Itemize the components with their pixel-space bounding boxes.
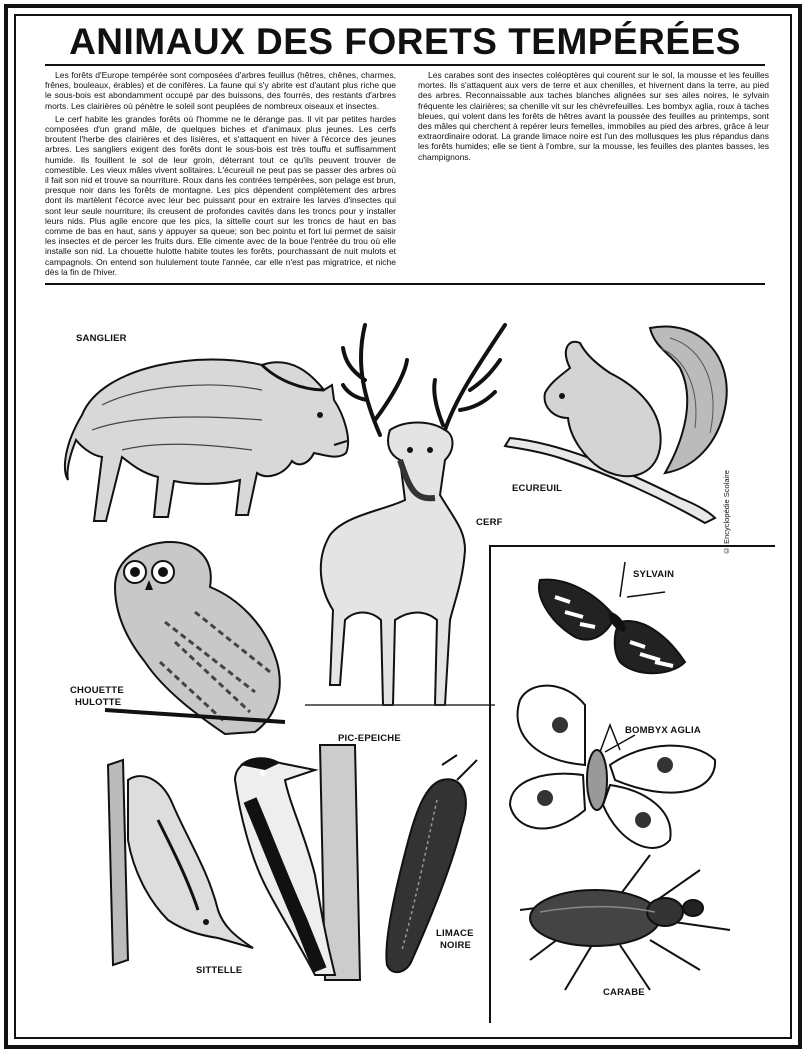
label-carabe: CARABE <box>603 987 645 998</box>
woodpecker-illustration <box>225 745 370 980</box>
label-chouette-2: HULOTTE <box>75 697 122 708</box>
paragraph-mammals-birds: Le cerf habite les grandes forêts où l'homme ne le dérange pas. Il vit par petites hardes composées d'un grand mâle, de quelques biches et d'animaux plus jeunes. Les cerfs broutent l'herbe des clairières et des lisières, et s'attaquent en hiver à l'écorce des jeunes arbres. Les sangliers exigent des forêts dont le sous-bois est très touffu et suffisamment humide. Ils fouillent le sol de leur groin, déterrant tout ce qu'ils peuvent trouver de comestible. Les vieux mâles vivent solitaires. L'écureuil ne peut pas se passer des arbres où il fait son nid et trouve sa nourriture. Roux dans les contrées tempérées, son pelage est brun, presque noir dans les forêts de montagne. Les pics dépendent complètement des arbres dont ils martèlent l'écorce avec leur bec puissant pour en extraire les larves d'insectes qui sont leur seule nourriture; ils creusent de profondes cavités dans les troncs pour y installer leurs nids. Plus agile encore que les pics, la sittelle court sur les troncs de haut en bas comme de bas en haut, sans y appuyer sa queue; son bec pointu et fort lui permet de saisir les insectes et de percer les fruits durs. Elle cimente avec de la boue l'entrée du trou où elle installe son nid. La chouette hulotte habite toutes les forêts, pourchassant de nuit mulots et campagnols. On entend son hululement toute l'année, car elle n'est pas migratrice, et niche dès la fin de l'hiver. <box>45 113 396 277</box>
label-bombyx: BOMBYX AGLIA <box>625 725 701 736</box>
title-rule <box>45 64 765 66</box>
paragraph-intro: Les forêts d'Europe tempérée sont composées d'arbres feuillus (hêtres, chênes, charmes, frênes, bouleaux, érables) et de conifères. La faune qui s'y abrite est d'autant plus riche que le sous-bois est abondamment occupé par des buissons, des fourrés, des restants d'arbres morts. Les clairières où pénètre le soleil sont peuplées de nombreux oiseaux et insectes. <box>45 70 396 111</box>
label-limace-2: NOIRE <box>440 940 472 951</box>
label-ecureuil: ECUREUIL <box>512 483 563 494</box>
paragraph-insects-slug: Les carabes sont des insectes coléoptères qui courent sur le sol, la mousse et les feuilles mortes. Ils s'attaquent aux vers de terre et aux chenilles, et hivernent dans la terre, au pied des arbres. Reconnaissable aux taches blanches alignées sur ses ailes noires, le sylvain fréquente les clairières; sa chenille vit sur les chèvrefeuilles. Les bombyx aglia, roux à taches bleues, qui volent dans les forêts de hêtres avant la poussée des feuilles au printemps, sont des mâles qui cherchent à repérer leurs femelles, immobiles au pied des arbres, grâce à leur extraordinaire odorat. La grande limace noire est l'un des mollusques les plus répandus dans les forêts humides; elle se tient à l'ombre, sur la mousse, les feuilles des plantes basses, les champignons. <box>418 70 769 162</box>
carabe-illustration <box>500 850 750 1000</box>
squirrel-illustration <box>500 318 735 538</box>
label-limace-1: LIMACE <box>436 928 474 939</box>
article-text <box>45 70 769 280</box>
owl-illustration <box>105 542 285 737</box>
text-bottom-rule <box>45 283 765 285</box>
label-sylvain: SYLVAIN <box>633 569 675 580</box>
page-title: ANIMAUX DES FORETS TEMPÉRÉES <box>69 21 741 62</box>
label-cerf: CERF <box>476 517 503 528</box>
copyright-notice: © Encyclopédie Scolaire <box>722 470 731 555</box>
label-sanglier: SANGLIER <box>76 333 127 344</box>
bombyx-illustration <box>505 680 720 860</box>
label-chouette-1: CHOUETTE <box>70 685 124 696</box>
label-sittelle: SITTELLE <box>196 965 243 976</box>
label-pic-epeiche: PIC-EPEICHE <box>338 733 401 744</box>
